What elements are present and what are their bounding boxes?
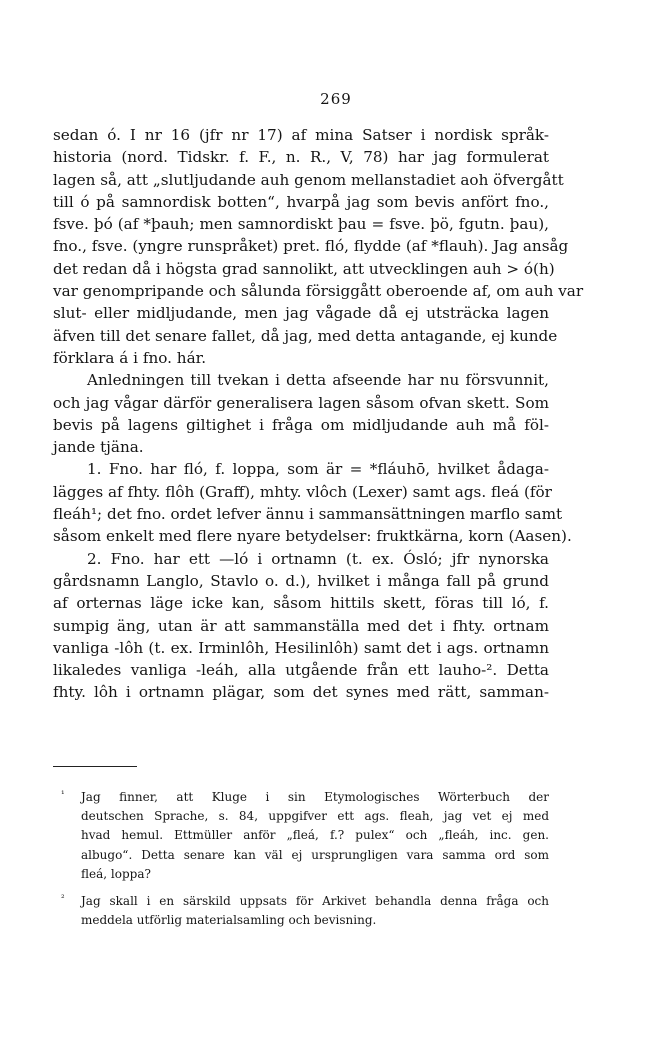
text-line: af orternas läge icke kan, såsom hittils skett, föras till ló, f.	[53, 594, 549, 613]
text-line: var genompripande och sålunda försiggått oberoende af, om auh var	[53, 282, 584, 301]
text-line: lägges af fhty. flôh (Graff), mhty. vlôch (Lexer) samt ags. fleá (för	[53, 482, 552, 501]
text-line: fhty. lôh i ortnamn plägar, som det synes med rätt, samman-	[53, 683, 549, 702]
text-line: 2. Fno. har ett —ló i ortnamn (t. ex. Ósló; jfr nynorska	[87, 549, 549, 568]
body-text	[53, 124, 584, 704]
text-line: såsom enkelt med flere nyare betydelser: fruktkärna, korn (Aasen).	[53, 527, 572, 546]
footnote-line: Jag skall i en särskild uppsats för Arkivet behandla denna fråga och	[81, 894, 549, 909]
footnote-line: fleá, loppa?	[81, 866, 151, 881]
footnote-line: hvad hemul. Ettmüller anför „fleá, f.? pulex“ och „fleáh, inc. gen.	[81, 828, 549, 843]
text-line: sedan ó. I nr 16 (jfr nr 17) af mina Satser i nordisk språk-	[53, 126, 549, 144]
footnote-line: meddela utförlig materialsamling och bevisning.	[81, 913, 377, 928]
text-line: och jag vågar därför generalisera lagen såsom ofvan skett. Som	[53, 393, 549, 412]
text-line: det redan då i högsta grad sannolikt, att utvecklingen auh > ó(h)	[53, 259, 555, 278]
text-line: gårdsnamn Langlo, Stavlo o. d.), hvilket i många fall på grund	[53, 571, 549, 590]
text-line: bevis på lagens giltighet i fråga om midljudande auh må föl-	[53, 415, 549, 434]
text-line: fleáh¹; det fno. ordet lefver ännu i sammansättningen marflo samt	[53, 505, 563, 524]
text-line: vanliga -lôh (t. ex. Irminlôh, Hesilinlôh) samt det i ags. ortnamn	[53, 638, 549, 657]
text-line: 1. Fno. har fló, f. loppa, som är = *fláuhō, hvilket ådaga-	[87, 460, 549, 479]
text-line: äfven till det senare fallet, då jag, med detta antagande, ej kunde	[53, 326, 558, 345]
footnotes	[53, 788, 549, 930]
footnote-marker: ¹	[61, 790, 65, 800]
footnote-2	[53, 892, 549, 911]
footnote-marker: ²	[61, 894, 65, 905]
text-line: till ó på samnordisk botten“, hvarpå jag som bevis anfört fno.,	[53, 192, 549, 211]
text-line: fno., fsve. (yngre runspråket) pret. fló, flydde (af *flauh). Jag ansåg	[53, 237, 569, 256]
text-line: historia (nord. Tidskr. f. F., n. R., V, 78) har jag formulerat	[53, 148, 549, 167]
footnote-gap	[53, 884, 549, 892]
footnote-divider	[53, 766, 137, 767]
text-line: förklara á i fno. hár.	[53, 348, 207, 367]
text-line: slut- eller midljudande, men jag vågade då ej utsträcka lagen	[53, 304, 549, 323]
footnote-line: deutschen Sprache, s. 84, uppgifver ett ags. fleah, jag vet ej med	[81, 809, 549, 824]
text-line: fsve. þó (af *þauh; men samnordiskt þau = fsve. þö, fgutn. þau),	[53, 215, 549, 234]
text-line: likaledes vanliga -leáh, alla utgående från ett lauho-². Detta	[53, 661, 549, 680]
footnote-line: Jag finner, att Kluge i sin Etymologisches Wörterbuch der	[81, 790, 549, 804]
footnote-line: albugo“. Detta senare kan väl ej ursprungligen vara samma ord som	[81, 847, 549, 862]
page-number: 269	[320, 90, 352, 108]
footnote-1	[53, 788, 549, 807]
text-line: sumpig äng, utan är att sammanställa med det i fhty. ortnam	[53, 616, 549, 635]
text-line: jande tjäna.	[53, 438, 144, 457]
text-line: Anledningen till tvekan i detta afseende har nu försvunnit,	[87, 371, 549, 390]
text-line: lagen så, att „slutljudande auh genom mellanstadiet aoh öfvergått	[53, 170, 564, 189]
